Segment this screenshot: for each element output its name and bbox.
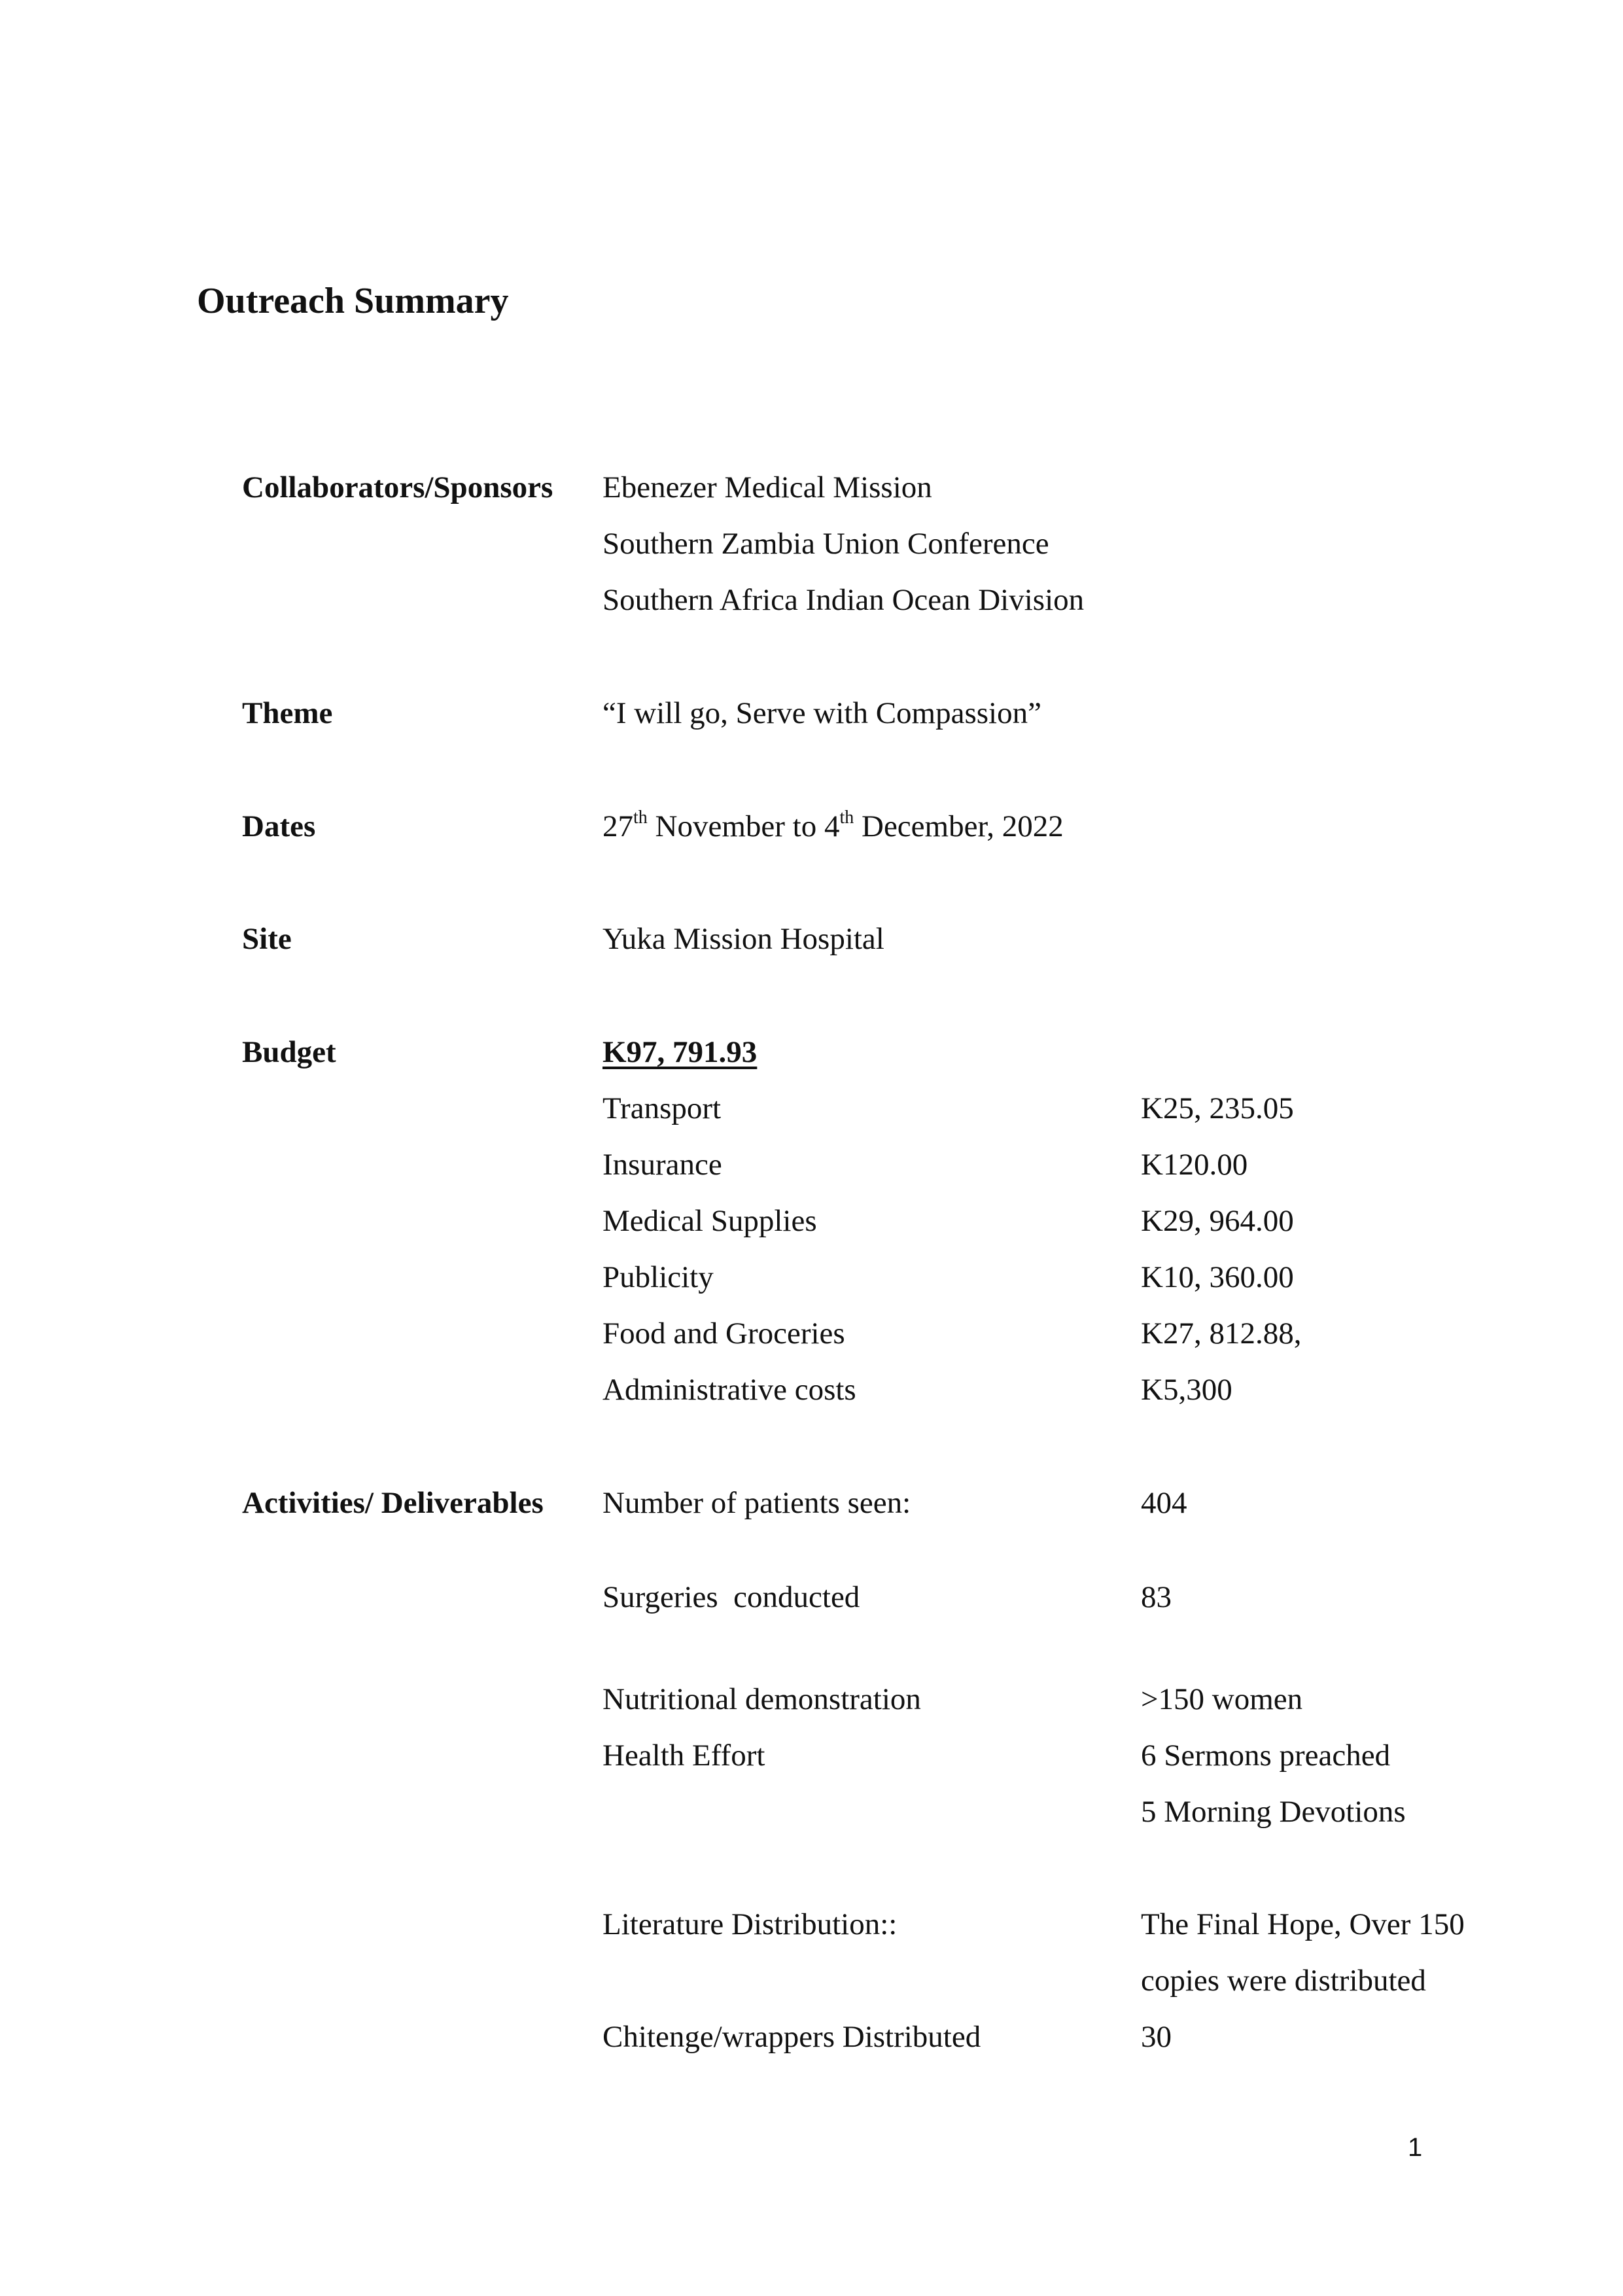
budget-item-amount: K27, 812.88,: [1141, 1316, 1302, 1351]
budget-item-amount: K29, 964.00: [1141, 1204, 1294, 1238]
collaborators-label: Collaborators/Sponsors: [242, 470, 553, 504]
surgeries-label: Surgeries conducted: [602, 1580, 860, 1614]
collaborator-item: Southern Zambia Union Conference: [602, 527, 1049, 561]
date-end: December, 2022: [854, 809, 1064, 843]
budget-item-amount: K5,300: [1141, 1373, 1232, 1407]
patients-value: 404: [1141, 1486, 1187, 1520]
budget-item-name: Insurance: [602, 1148, 722, 1182]
site-label: Site: [242, 922, 292, 956]
budget-item-name: Medical Supplies: [602, 1204, 817, 1238]
theme-label: Theme: [242, 696, 333, 730]
page-number: 1: [1408, 2133, 1423, 2162]
budget-item-name: Food and Groceries: [602, 1316, 845, 1351]
budget-item-amount: K25, 235.05: [1141, 1091, 1294, 1125]
activities-label: Activities/ Deliverables: [242, 1486, 544, 1520]
health-effort-value: 5 Morning Devotions: [1141, 1795, 1406, 1829]
budget-item-amount: K10, 360.00: [1141, 1260, 1294, 1294]
literature-value: The Final Hope, Over 150: [1141, 1907, 1465, 1941]
literature-label: Literature Distribution::: [602, 1907, 898, 1941]
budget-item-name: Transport: [602, 1091, 722, 1125]
surgeries-value: 83: [1141, 1580, 1172, 1614]
chitenge-label: Chitenge/wrappers Distributed: [602, 2020, 981, 2054]
page-title: Outreach Summary: [197, 281, 509, 321]
budget-item-amount: K120.00: [1141, 1148, 1248, 1182]
nutrition-label: Nutritional demonstration: [602, 1682, 921, 1716]
theme-value: “I will go, Serve with Compassion”: [602, 696, 1041, 730]
site-value: Yuka Mission Hospital: [602, 922, 884, 956]
budget-label: Budget: [242, 1035, 336, 1069]
health-effort-value: 6 Sermons preached: [1141, 1739, 1391, 1773]
budget-item-name: Publicity: [602, 1260, 714, 1294]
date-middle: November to 4: [647, 809, 840, 843]
patients-label: Number of patients seen:: [602, 1486, 911, 1520]
budget-item-name: Administrative costs: [602, 1373, 856, 1407]
chitenge-value: 30: [1141, 2020, 1172, 2054]
literature-value: copies were distributed: [1141, 1964, 1426, 1998]
dates-label: Dates: [242, 809, 316, 843]
collaborator-item: Southern Africa Indian Ocean Division: [602, 583, 1085, 617]
nutrition-value: >150 women: [1141, 1682, 1303, 1716]
collaborator-item: Ebenezer Medical Mission: [602, 470, 932, 504]
start-day: 27: [602, 809, 633, 843]
end-suffix: th: [839, 807, 854, 828]
health-effort-label: Health Effort: [602, 1739, 765, 1773]
start-suffix: th: [633, 807, 648, 828]
budget-total: K97, 791.93: [602, 1035, 758, 1069]
dates-value: [602, 807, 1064, 843]
